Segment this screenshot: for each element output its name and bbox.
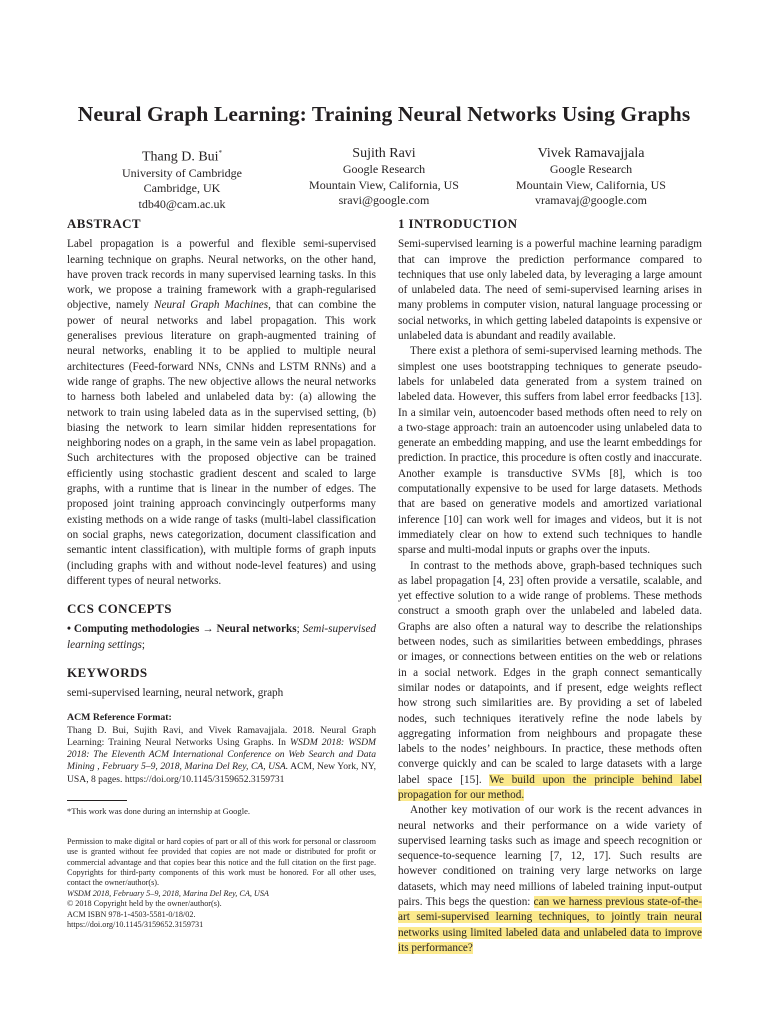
keywords-heading: KEYWORDS — [67, 665, 148, 681]
footnote-rule — [67, 800, 127, 801]
author-affiliation: Google Research — [342, 162, 426, 176]
abstract-heading: ABSTRACT — [67, 216, 141, 231]
highlighted-text: can we harness previous state-of-the-art semi-supervised learning techniques, to jointly train neural networks using limited labeled data and unlabeled data to improve its performance? — [398, 896, 702, 954]
permission-isbn: ACM ISBN 978-1-4503-5581-0/18/02. — [67, 909, 196, 919]
author-email: vramavaj@google.com — [534, 193, 647, 207]
acm-reference: ACM Reference Format: Thang D. Bui, Sujith Ravi, and Vivek Ramavajjala. 2018. Neural Graph Learning: Training Neural Networks Using Graphs. In WSDM 2018: WSDM 2018: The Eleventh ACM International Conference on Web Search and Data Mining , February 5–9, 2018, Marina Del Rey, CA, USA. ACM, New York, NY, USA, 8 pages. https://doi.org/10.1145/3159652.3159731 — [67, 711, 376, 785]
highlighted-text: We build upon the principle behind label propagation for our method. — [398, 773, 702, 801]
intro-paragraph-1: Semi-supervised learning is a powerful machine learning paradigm that can improve the prediction performance compared to techniques that use only labeled data, by leveraging a large amount of unlabeled data. The need of semi-supervised learning arises in many problems in computer vision, natural language processing or social networks, in which getting labeled datapoints is expensive or unlabeled data is abundant and readily available. — [398, 238, 702, 343]
ccs-concepts: • Computing methodologies → Neural networks; Semi-supervised learning settings; — [67, 623, 377, 651]
author-name: Sujith Ravi — [352, 146, 416, 161]
author-email: sravi@google.com — [338, 193, 430, 207]
author-email: tdb40@cam.ac.uk — [138, 196, 226, 211]
author-location: Cambridge, UK — [143, 181, 221, 196]
author-2 — [264, 145, 504, 209]
footnote: *This work was done during an internship at Google. — [67, 805, 251, 816]
author-affiliation: University of Cambridge — [122, 165, 242, 180]
abstract-text: Label propagation is a powerful and flexible semi-supervised learning technique on graphs. Neural networks, on the other hand, have proven track records in many supervised learning tasks. In this work, we propose a training framework with a graph-regularised objective, namely Neural Graph Machines, that can combine the power of neural networks and label propagation. This work generalises previous literature on graph-augmented training of neural networks, enabling it to be applied to multiple neural architectures (Feed-forward NNs, CNNs and LSTM RNNs) and a wide range of graphs. The new objective allows the neural networks to harness both labeled and unlabeled data by: (a) allowing the network to train using labeled data as in the supervised setting, (b) biasing the network to learn similar hidden representations for neighboring nodes on a graph, in the same vein as label propagation. Such architectures with the proposed objective can be trained efficiently using stochastic gradient descent and scaled to large graphs, with a runtime that is linear in the number of edges. The proposed joint training approach convincingly outperforms many existing methods on a wide range of tasks (multi-label classification on social graphs, news categorization, document classification and semantic intent classification), with multiple forms of graph inputs (including graphs with and without node-level features) and using different types of neural networks. — [67, 238, 376, 587]
author-3 — [471, 145, 711, 209]
author-affiliation: Google Research — [549, 162, 633, 176]
ccs-heading: CCS CONCEPTS — [67, 601, 172, 617]
permission-copyright: © 2018 Copyright held by the owner/author(s). — [67, 899, 222, 909]
permission-venue: WSDM 2018, February 5–9, 2018, Marina Del Rey, CA, USA — [67, 888, 269, 898]
author-footnote-mark: * — [218, 149, 223, 157]
author-location: Mountain View, California, US — [516, 177, 666, 192]
left-column — [67, 216, 376, 930]
introduction-heading: 1 INTRODUCTION — [398, 216, 518, 231]
permission-block — [67, 837, 376, 931]
permission-text: Permission to make digital or hard copies of part or all of this work for personal or classroom use is granted without fee provided that copies are not made or distributed for profit or commercial advantage and that copies bear this notice and the full citation on the first page. Copyrights for third-party components of this work must be honored. For all other uses, contact the owner/author(s). — [67, 836, 376, 888]
keywords-text: semi-supervised learning, neural network, graph — [67, 687, 284, 700]
intro-paragraph-3: In contrast to the methods above, graph-based techniques such as label propagation [4, 23] often provide a versatile, scalable, and yet effective solution to a wide range of problems. These methods construct a smooth graph over the unlabeled and labeled data. Graphs are also often a natural way to describe the relationships between nodes, such as similarities between embeddings, phrases or images, or connections between entities on the web or relations in a social network. Edges in the graph connect semantically similar nodes or datapoints, and if present, edge weights reflect how strong such similarities are. By providing a set of labeled nodes, such techniques iteratively refine the node labels by aggregating information from neighbours and propagate these labels to the nodes’ neighbours. In practice, these methods often converge quickly and can be scaled to large datasets with a large label space [15]. We build upon the principle behind label propagation for our method. — [398, 559, 702, 801]
author-name: Thang D. Bui — [141, 149, 219, 165]
author-name: Vivek Ramavajjala — [537, 146, 645, 161]
acm-reference-heading: ACM Reference Format: — [67, 711, 172, 723]
intro-paragraph-4: Another key motivation of our work is the recent advances in neural networks and their performance on a wide variety of supervised learning tasks such as image and speech recognition or sequence-to-sequence learning [7, 12, 17]. Such results are however conditioned on training very large networks on large datasets, which may need millions of labeled training input-output pairs. This begs the question: can we harness previous state-of-the-art semi-supervised learning techniques, to jointly train neural networks using limited labeled data and unlabeled data to improve its performance? — [398, 804, 702, 954]
permission-doi: https://doi.org/10.1145/3159652.3159731 — [67, 920, 204, 930]
paper-title: Neural Graph Learning: Training Neural Networks Using Graphs — [77, 102, 691, 126]
author-location: Mountain View, California, US — [309, 177, 459, 192]
right-column — [398, 216, 702, 956]
intro-paragraph-2: There exist a plethora of semi-supervised learning methods. The simplest one uses bootstrapping techniques to generate pseudo-labels for unlabeled data generated from a system trained on labeled data. However, this suffers from label error feedbacks [13]. In a similar vein, autoencoder based methods often need to rely on a two-stage approach: train an autoencoder using unlabeled data to generate an embedding mapping, and use the learnt embeddings for prediction. In practice, this procedure is often costly and inaccurate. Another example is transductive SVMs [8], which is too computationally expensive to be used for large datasets. Methods that are based on generative models and amortized variational inference [10] can work well for images and videos, but it is not immediately clear on how to extend such techniques to handle sparse and multi-modal inputs or graphs over the inputs. — [398, 345, 702, 557]
